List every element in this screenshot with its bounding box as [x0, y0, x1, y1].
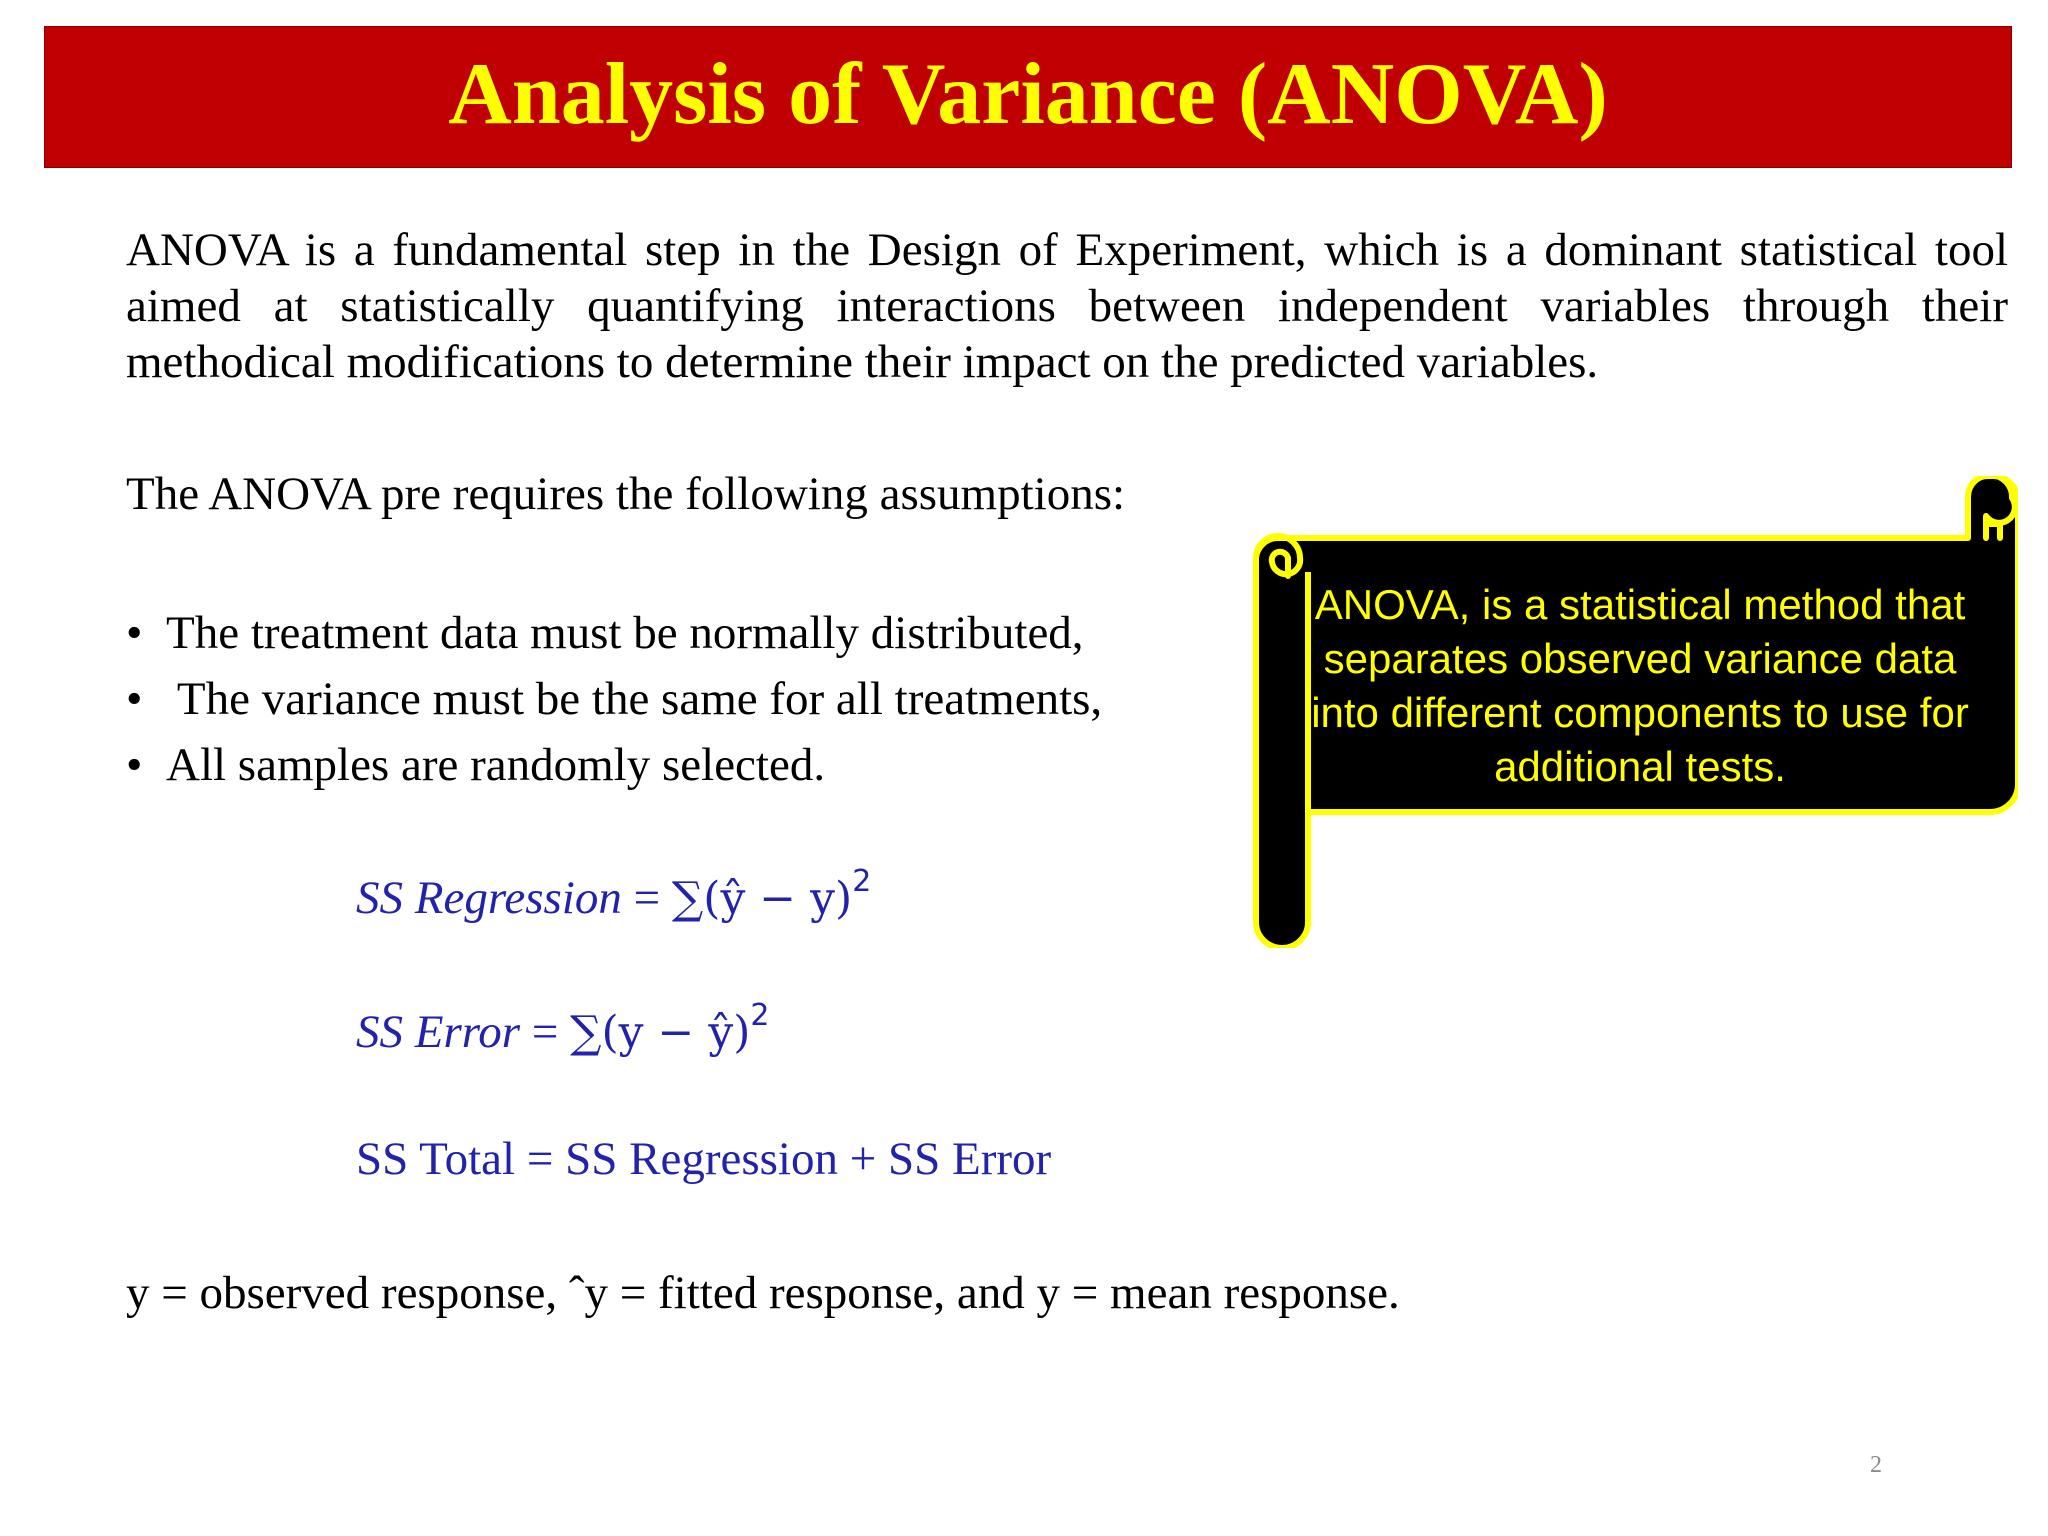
formula-ss-regression: [356, 864, 871, 925]
formula-equals: =: [520, 1006, 571, 1058]
list-item: [126, 666, 1102, 732]
intro-paragraph: ANOVA is a fundamental step in the Design of Experiment, which is a dominant statistical tool aimed at statistically quantifying interactions between independent variables through their methodical modifications to determine their impact on the predicted variables.: [126, 224, 2008, 388]
formula-exponent: 2: [750, 998, 770, 1033]
formula-ss-total: SS Total = SS Regression + SS Error: [356, 1133, 1052, 1185]
formula-ss-error: [356, 998, 770, 1059]
page-number: 2: [1870, 1452, 1882, 1478]
assumption-text: The treatment data must be normally distributed,: [166, 607, 1084, 659]
bullet-icon: •: [126, 739, 143, 791]
list-item: [126, 732, 1102, 798]
callout-text: ANOVA, is a statistical method that separates observed variance data into different components to use for additional tests.: [1311, 581, 1969, 790]
formula-label: SS Regression: [356, 872, 622, 924]
variable-legend: y = observed response, ˆy = fitted response, and y = mean response.: [126, 1267, 1400, 1319]
assumption-text: The variance must be the same for all treatments,: [166, 673, 1103, 725]
assumptions-heading: The ANOVA pre requires the following assumptions:: [126, 468, 1126, 520]
bullet-icon: •: [126, 607, 143, 659]
formula-expression: ∑(y − ŷ): [570, 1007, 751, 1058]
formula-equals: =: [621, 872, 672, 924]
list-item: [126, 600, 1102, 666]
formula-expression: ∑(ŷ − y): [671, 873, 853, 924]
title-banner: [44, 26, 2012, 168]
assumption-text: All samples are randomly selected.: [166, 739, 826, 791]
bullet-icon: •: [126, 673, 143, 725]
assumptions-list: [126, 600, 1102, 798]
slide-title: Analysis of Variance (ANOVA): [448, 46, 1608, 143]
formula-label: SS Error: [356, 1006, 521, 1058]
formula-exponent: 2: [852, 864, 872, 899]
